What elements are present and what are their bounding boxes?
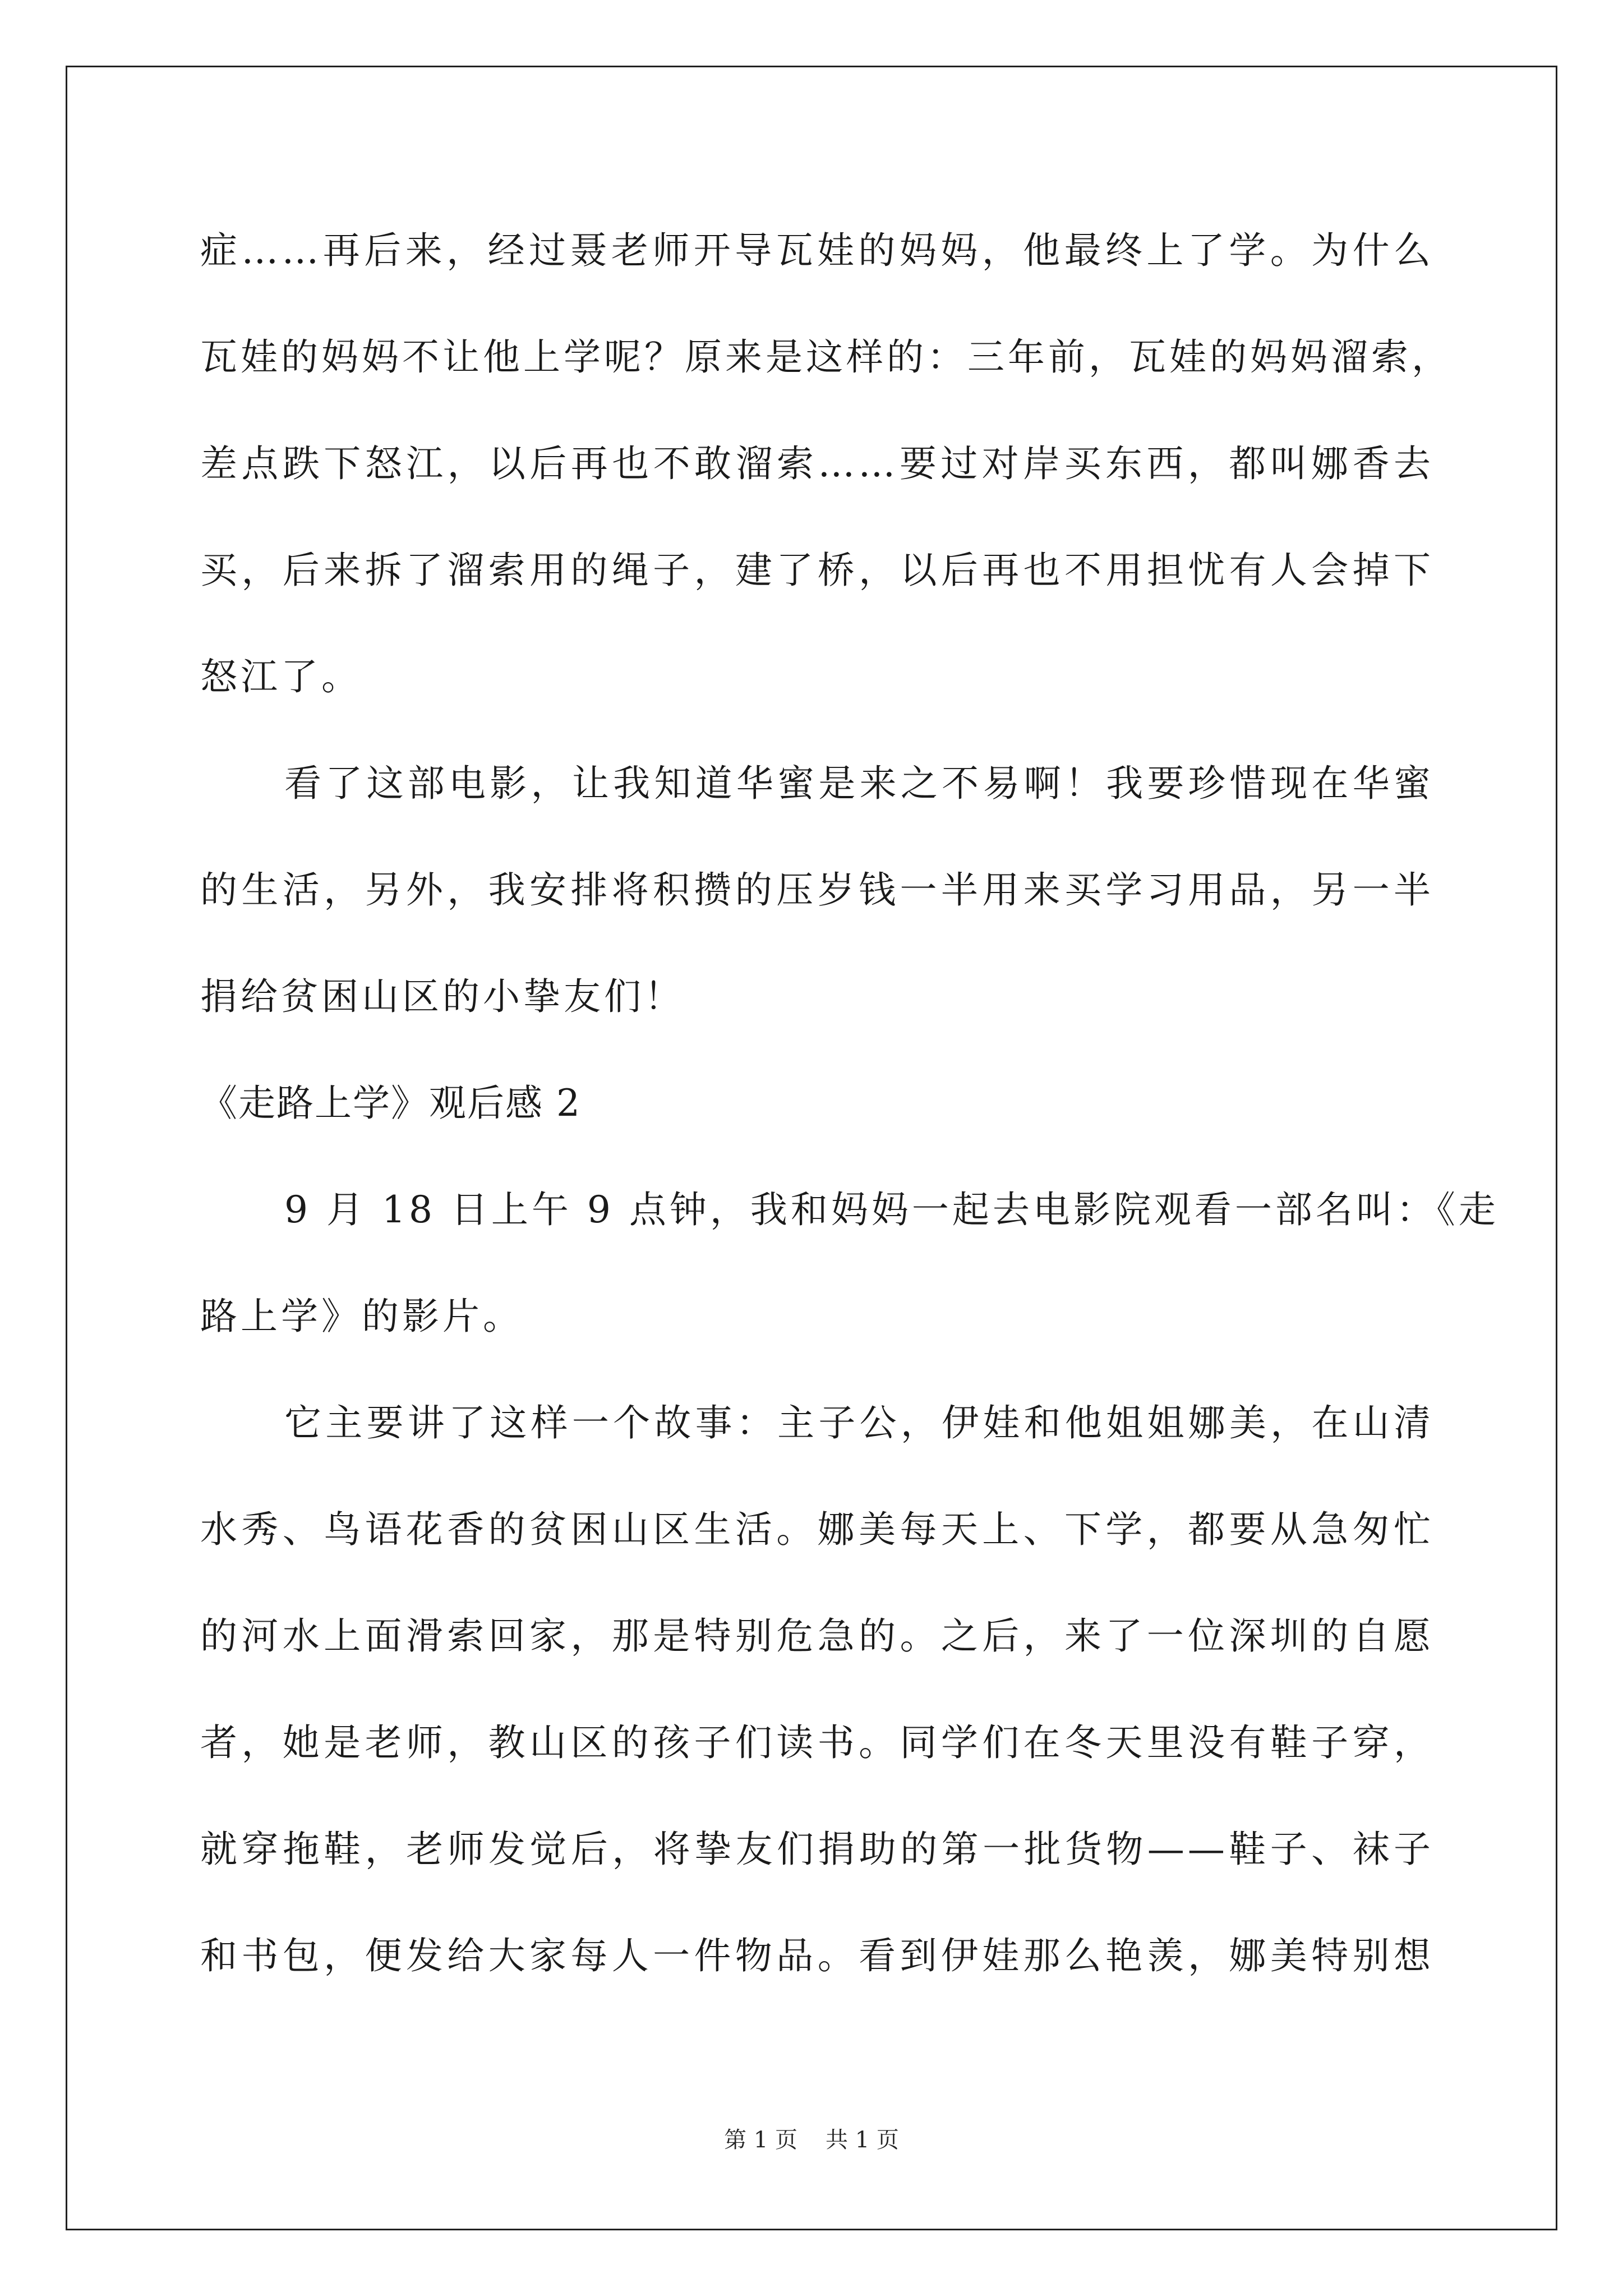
text-line-10: 9 月 18 日上午 9 点钟，我和妈妈一起去电影院观看一部名叫：《走: [284, 1188, 1499, 1231]
page-number: 第 1 页: [724, 2127, 797, 2153]
text-line-7: 的生活，另外，我安排将积攒的压岁钱一半用来买学习用品，另一半: [200, 868, 1434, 912]
text-line-8: 捐给贫困山区的小挚友们！: [200, 975, 685, 1018]
text-line-5: 怒江了。: [200, 655, 362, 698]
section-heading: 《走路上学》观后感 2: [200, 1082, 581, 1125]
page-footer: [0, 2123, 1623, 2157]
text-line-16: 就穿拖鞋，老师发觉后，将挚友们捐助的第一批货物——鞋子、袜子: [200, 1828, 1434, 1871]
text-line-13: 水秀、鸟语花香的贫困山区生活。娜美每天上、下学，都要从急匆忙: [200, 1508, 1434, 1551]
page-border: [66, 66, 1557, 2230]
text-line-1: 症……再后来，经过聂老师开导瓦娃的妈妈，他最终上了学。为什么: [200, 229, 1434, 272]
text-line-15: 者，她是老师，教山区的孩子们读书。同学们在冬天里没有鞋子穿，: [200, 1721, 1434, 1764]
text-line-11: 路上学》的影片。: [200, 1295, 523, 1338]
text-line-2: 瓦娃的妈妈不让他上学呢？原来是这样的：三年前，瓦娃的妈妈溜索，: [200, 335, 1452, 379]
text-line-12: 它主要讲了这样一个故事：主子公，伊娃和他姐姐娜美，在山清: [284, 1401, 1434, 1444]
text-line-3: 差点跌下怒江，以后再也不敢溜索……要过对岸买东西，都叫娜香去: [200, 442, 1434, 485]
text-line-14: 的河水上面滑索回家，那是特别危急的。之后，来了一位深圳的自愿: [200, 1614, 1434, 1658]
text-line-17: 和书包，便发给大家每人一件物品。看到伊娃那么艳羡，娜美特别想: [200, 1934, 1434, 1977]
page-total: 共 1 页: [826, 2127, 899, 2153]
text-line-6: 看了这部电影，让我知道华蜜是来之不易啊！我要珍惜现在华蜜: [284, 762, 1434, 805]
text-line-4: 买，后来拆了溜索用的绳子，建了桥，以后再也不用担忧有人会掉下: [200, 549, 1434, 592]
